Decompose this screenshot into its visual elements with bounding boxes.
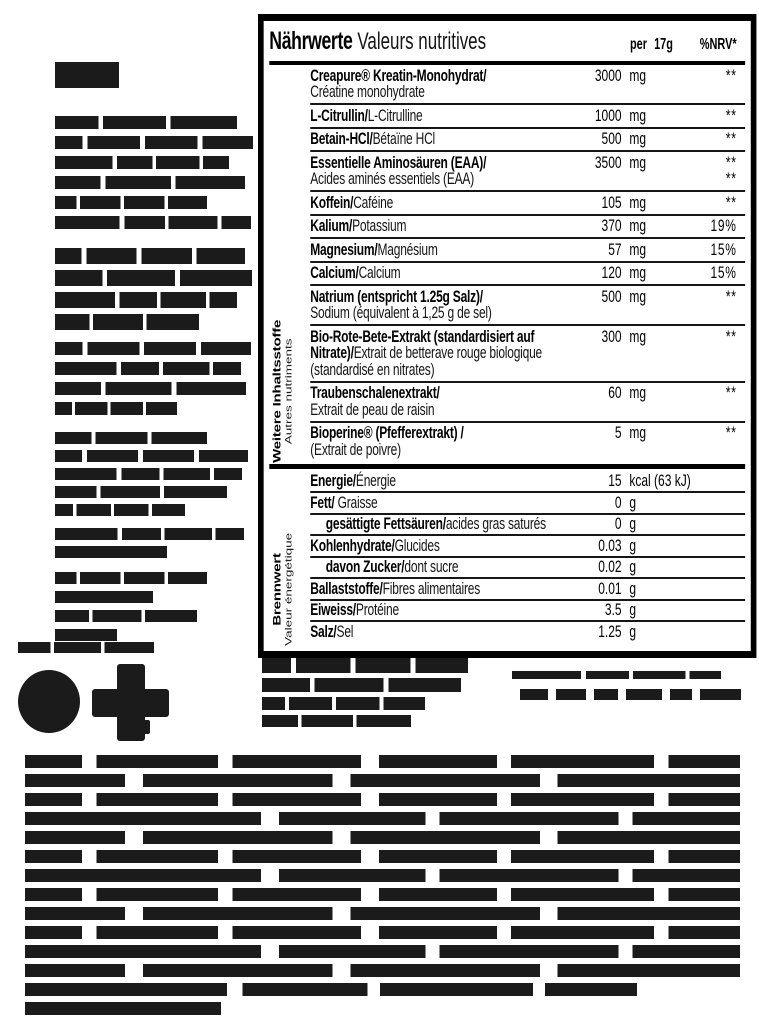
redacted-text-line bbox=[25, 907, 740, 920]
nutrient-unit: mg bbox=[629, 105, 647, 125]
nutrient-nrv: ** bbox=[725, 423, 737, 442]
nutrition-row bbox=[310, 190, 745, 214]
nutrient-unit: g bbox=[629, 535, 637, 555]
nutrient-name: davon Zucker/dont sucre bbox=[325, 557, 459, 576]
redacted-text-line bbox=[55, 342, 251, 355]
redacted-text-line bbox=[55, 382, 246, 395]
nutrient-value: 57 bbox=[608, 239, 622, 259]
nutrient-nrv: ** bbox=[725, 383, 737, 402]
redacted-text-line bbox=[25, 850, 740, 863]
redacted-text-line bbox=[25, 983, 637, 996]
redacted-text-line bbox=[55, 450, 248, 462]
nutrient-unit: mg bbox=[629, 286, 647, 306]
nutrition-facts-table bbox=[258, 14, 756, 658]
nutrient-value: 1000 bbox=[594, 105, 622, 125]
redacted-text-line bbox=[18, 642, 154, 653]
redacted-text-line bbox=[55, 504, 185, 516]
nutrition-row bbox=[310, 381, 745, 421]
nutrient-value: 15 bbox=[608, 471, 622, 490]
redacted-text-line bbox=[512, 671, 721, 679]
nutrient-value: 0.01 bbox=[598, 578, 622, 598]
redacted-text-line bbox=[55, 62, 119, 88]
nutrition-row bbox=[310, 472, 745, 492]
redacted-text-line bbox=[55, 591, 153, 603]
nutrient-nrv: ** ** bbox=[725, 152, 737, 188]
nutrition-row bbox=[310, 103, 745, 127]
nutrient-name: Creapure® Kreatin-Monohydrat/ Créatine monohydrate bbox=[310, 65, 487, 101]
nutrient-unit: mg bbox=[629, 65, 647, 85]
nutrient-value: 3500 bbox=[594, 152, 622, 172]
nutrient-name: Salz/Sel bbox=[310, 621, 354, 641]
per-serving-header: per 17g bbox=[629, 36, 673, 53]
nutrient-name: Kalium/Potassium bbox=[310, 216, 407, 235]
side-label-brennwert-de: Brennwert bbox=[271, 552, 284, 626]
table-header bbox=[269, 21, 745, 65]
nutrient-name: Eiweiss/Protéine bbox=[310, 600, 399, 619]
nutrient-nrv: ** bbox=[725, 65, 737, 85]
redacted-text-line bbox=[55, 486, 227, 498]
nutrient-value: 0.02 bbox=[598, 557, 622, 576]
nutrient-value: 60 bbox=[608, 383, 622, 402]
redacted-text-line bbox=[700, 689, 741, 700]
redacted-text-line bbox=[25, 755, 740, 768]
nutrient-unit: mg bbox=[629, 263, 647, 282]
nutrient-nrv: 15% bbox=[710, 263, 737, 282]
redacted-text-line bbox=[55, 468, 242, 480]
side-label-weitere-de: Weitere Inhaltsstoffe bbox=[271, 319, 284, 463]
redacted-text-line bbox=[55, 610, 197, 622]
redacted-text-line bbox=[55, 314, 199, 330]
nutrient-unit: g bbox=[629, 600, 637, 619]
nutrient-unit: mg bbox=[629, 216, 647, 235]
redacted-text-line bbox=[25, 964, 740, 977]
nutrient-unit: kcal (63 kJ) bbox=[629, 471, 691, 490]
redacted-text-line bbox=[25, 888, 740, 901]
redacted-text-line bbox=[55, 362, 241, 375]
redacted-text-line bbox=[55, 528, 244, 540]
nutrient-name: Energie/Énergie bbox=[310, 471, 396, 490]
redacted-text-line bbox=[55, 116, 237, 129]
nutrition-row bbox=[310, 577, 745, 599]
nutrients-section bbox=[310, 65, 745, 461]
nutrient-name: gesättigte Fettsäuren/acides gras saturés bbox=[325, 514, 546, 533]
nutrient-nrv: ** bbox=[725, 326, 737, 346]
badge-circle-icon bbox=[18, 670, 80, 733]
nutrient-value: 500 bbox=[601, 286, 622, 306]
redacted-text-line bbox=[594, 689, 618, 700]
table-title-fr: Valeurs nutritives bbox=[357, 28, 487, 55]
nutrient-value: 370 bbox=[601, 216, 622, 235]
nutrient-value: 0 bbox=[614, 492, 622, 512]
nutrient-nrv: ** bbox=[725, 105, 737, 125]
redacted-text-line bbox=[55, 196, 207, 209]
nutrient-value: 500 bbox=[601, 129, 622, 148]
nutrition-row bbox=[310, 284, 745, 324]
nutrient-name: Koffein/Caféine bbox=[310, 192, 394, 212]
nutrient-name: Bio-Rote-Bete-Extrakt (standardisiert auf Nitrate)/Extrait de betterave rouge biologique (standardisé en nitrates) bbox=[310, 326, 543, 379]
nutrient-unit: mg bbox=[629, 383, 647, 402]
nrv-column-header: %NRV* bbox=[699, 36, 737, 53]
nutrient-value: 120 bbox=[601, 263, 622, 282]
redacted-text-line bbox=[55, 156, 229, 169]
redacted-text-line bbox=[556, 689, 586, 700]
nutrient-value: 105 bbox=[601, 192, 622, 212]
redacted-text-line bbox=[25, 831, 740, 844]
nutrient-unit: g bbox=[629, 557, 637, 576]
nutrition-row bbox=[310, 150, 745, 190]
nutrient-name: Betain-HCl/Bétaïne HCl bbox=[310, 129, 435, 148]
nutrition-row bbox=[310, 534, 745, 556]
redacted-text-line bbox=[25, 1002, 221, 1015]
redacted-text-line bbox=[55, 292, 237, 308]
nutrient-name: Bioperine® (Pfefferextrakt) / (Extrait de poivre) bbox=[310, 423, 464, 459]
side-label-brennwert-fr: Valeur énergétique bbox=[283, 532, 294, 646]
redacted-text-line bbox=[262, 697, 425, 710]
nutrient-unit: mg bbox=[629, 423, 647, 442]
nutrient-unit: g bbox=[629, 621, 637, 641]
nutrient-name: Kohlenhydrate/Glucides bbox=[310, 535, 440, 555]
nutrient-value: 3000 bbox=[594, 65, 622, 85]
redacted-text-line bbox=[25, 945, 740, 958]
redacted-text-line bbox=[55, 248, 245, 264]
nutrient-unit: mg bbox=[629, 239, 647, 259]
nutrient-value: 5 bbox=[614, 423, 622, 442]
redacted-text-line bbox=[55, 572, 207, 584]
nutrition-row bbox=[310, 620, 745, 642]
redacted-text-line bbox=[55, 629, 117, 641]
redacted-text-line bbox=[55, 432, 207, 444]
nutrient-unit: g bbox=[629, 492, 637, 512]
nutrition-row bbox=[310, 261, 745, 285]
nutrient-unit: mg bbox=[629, 152, 647, 172]
nutrient-unit: g bbox=[629, 578, 637, 598]
nutrient-name: L-Citrullin/L-Citrulline bbox=[310, 105, 423, 125]
nutrient-name: Essentielle Aminosäuren (EAA)/ Acides aminés essentiels (EAA) bbox=[310, 152, 487, 188]
redacted-text-line bbox=[670, 689, 692, 700]
nutrient-value: 3.5 bbox=[604, 600, 622, 619]
table-title-de: Nährwerte bbox=[269, 27, 353, 55]
nutrient-value: 0 bbox=[614, 514, 622, 533]
nutrient-value: 0.03 bbox=[598, 535, 622, 555]
redacted-text-line bbox=[25, 793, 740, 806]
redacted-text-line bbox=[262, 715, 411, 727]
redacted-text-line bbox=[55, 270, 252, 286]
nutrient-unit: g bbox=[629, 514, 637, 533]
redacted-text-line bbox=[55, 402, 177, 415]
nutrient-nrv: ** bbox=[725, 192, 737, 212]
side-label-brennwert bbox=[264, 529, 304, 649]
nutrition-row bbox=[310, 556, 745, 578]
redacted-text-line bbox=[262, 658, 468, 673]
nutrient-name: Traubenschalenextrakt/ Extrait de peau de raisin bbox=[310, 383, 440, 419]
redacted-text-line bbox=[25, 869, 740, 882]
side-label-weitere bbox=[264, 321, 304, 461]
nutrition-row bbox=[310, 127, 745, 151]
redacted-text-line bbox=[520, 689, 548, 700]
nutrition-row bbox=[310, 513, 745, 535]
redacted-text-line bbox=[55, 216, 251, 229]
nutrient-value: 300 bbox=[601, 326, 622, 346]
redacted-text-line bbox=[55, 176, 245, 189]
nutrition-row bbox=[310, 237, 745, 261]
redacted-text-line bbox=[25, 926, 740, 939]
nutrition-row bbox=[310, 214, 745, 238]
badge-cross-icon bbox=[92, 664, 169, 741]
nutrient-name: Magnesium/Magnésium bbox=[310, 239, 438, 259]
nutrition-row bbox=[310, 599, 745, 621]
side-label-weitere-fr: Autres nutriments bbox=[283, 338, 294, 444]
nutrient-unit: mg bbox=[629, 192, 647, 212]
energy-section bbox=[310, 472, 745, 642]
nutrient-name: Ballaststoffe/Fibres alimentaires bbox=[310, 578, 481, 598]
nutrient-value: 1.25 bbox=[598, 621, 622, 641]
section-divider bbox=[269, 464, 745, 469]
nutrient-name: Calcium/Calcium bbox=[310, 263, 401, 282]
nutrient-nrv: ** bbox=[725, 286, 737, 306]
redacted-text-line bbox=[262, 678, 461, 692]
redacted-text-line bbox=[626, 689, 662, 700]
nutrition-row bbox=[310, 421, 745, 461]
nutrition-row bbox=[310, 324, 745, 381]
redacted-text-line bbox=[55, 546, 167, 558]
nutrient-unit: mg bbox=[629, 129, 647, 148]
redacted-text-line bbox=[25, 774, 740, 787]
redacted-text-line bbox=[55, 136, 253, 149]
nutrient-nrv: 19% bbox=[710, 216, 737, 235]
nutrient-name: Fett/ Graisse bbox=[310, 492, 378, 512]
nutrient-name: Natrium (entspricht 1.25g Salz)/ Sodium (équivalent à 1,25 g de sel) bbox=[310, 286, 492, 322]
nutrition-row bbox=[310, 491, 745, 513]
redacted-text-line bbox=[25, 812, 740, 825]
nutrient-nrv: 15% bbox=[710, 239, 737, 259]
nutrition-row bbox=[310, 65, 745, 103]
nutrient-unit: mg bbox=[629, 326, 647, 346]
nutrient-nrv: ** bbox=[725, 129, 737, 148]
